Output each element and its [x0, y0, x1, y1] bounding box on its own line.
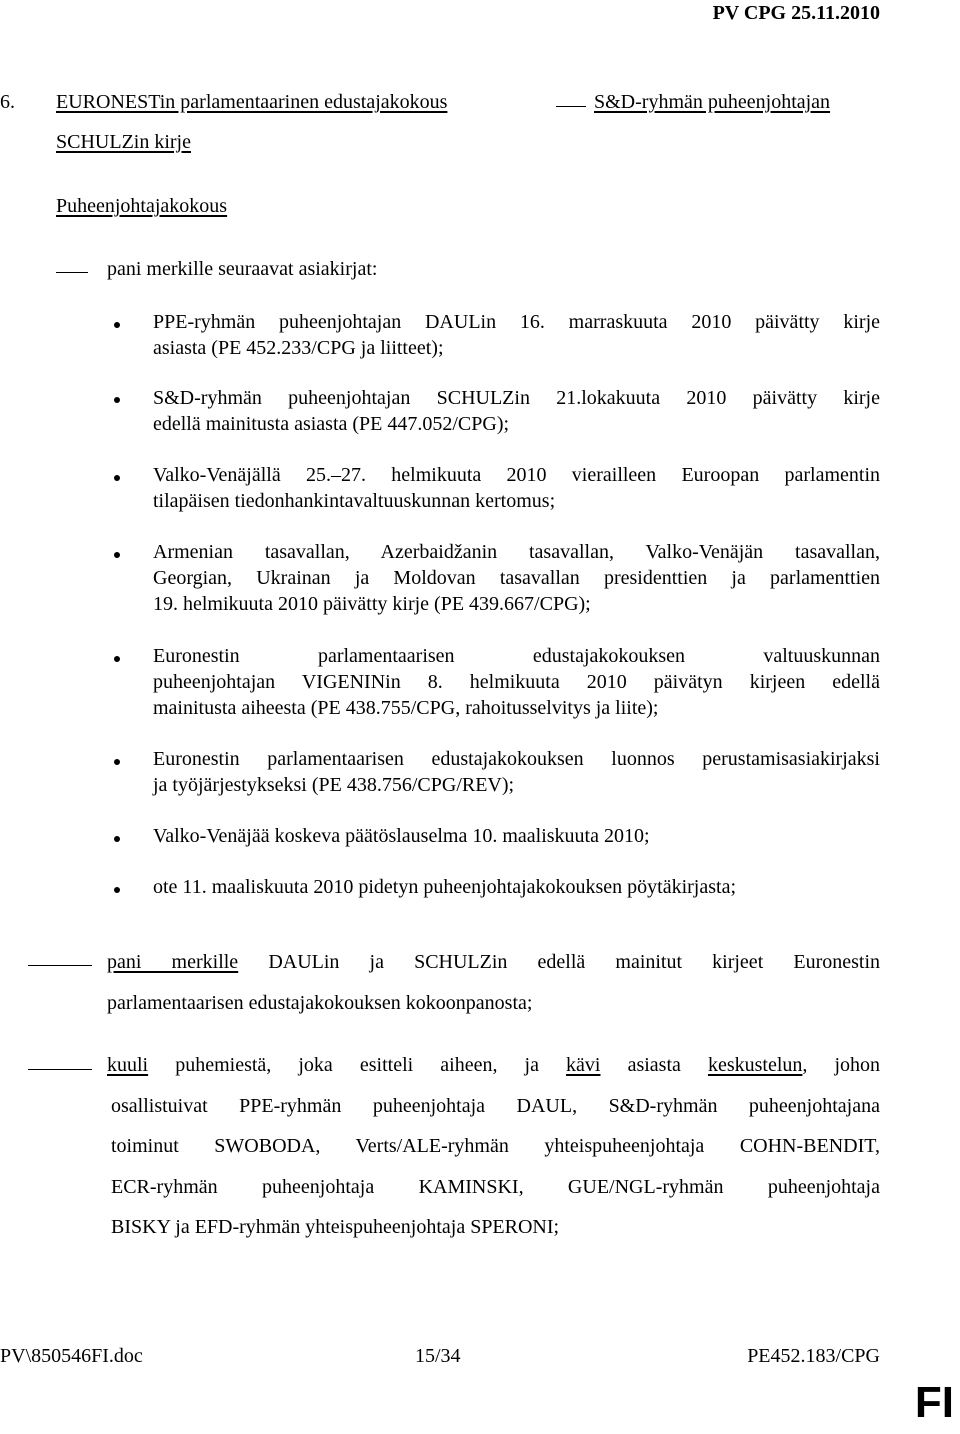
doc-2-line-2: edellä mainitusta asiasta (PE 447.052/CPG); — [153, 413, 510, 435]
doc-5-line-1: Euronestin parlamentaarisen edustajakokouksen valtuuskunnan — [153, 645, 880, 667]
heard-line-5: BISKY ja EFD-ryhmän yhteispuheenjohtaja SPERONI; — [111, 1216, 560, 1238]
item-number: 6. — [0, 91, 15, 113]
heard-line-3: toiminut SWOBODA, Verts/ALE-ryhmän yhteispuheenjohtaja COHN-BENDIT, — [111, 1135, 880, 1157]
heard-verb-2: kävi — [566, 1054, 601, 1076]
doc-3-line-1: Valko-Venäjällä 25.–27. helmikuuta 2010 vierailleen Euroopan parlamentin — [153, 464, 880, 486]
noted-dash — [56, 272, 88, 273]
item-title-part2: S&D-ryhmän puheenjohtajan — [594, 91, 831, 113]
heard-line-4: ECR-ryhmän puheenjohtaja KAMINSKI, GUE/NGL-ryhmän puheenjohtaja — [111, 1176, 880, 1198]
bullet-dot — [114, 759, 120, 765]
noted-letters-dash — [28, 965, 92, 966]
heard-verb-1: kuuli — [107, 1054, 149, 1076]
doc-6-line-2: ja työjärjestykseksi (PE 438.756/CPG/REV); — [153, 774, 515, 796]
doc-2-line-1: S&D-ryhmän puheenjohtajan SCHULZin 21.lokakuuta 2010 päivätty kirje — [153, 387, 880, 409]
doc-3-line-2: tilapäisen tiedonhankintavaltuuskunnan kertomus; — [153, 490, 556, 512]
bullet-dot — [114, 656, 120, 662]
bullet-dot — [114, 322, 120, 328]
doc-6-line-1: Euronestin parlamentaarisen edustajakokouksen luonnos perustamisasiakirjaksi — [153, 748, 880, 770]
heard-text-1: puhemiestä, joka esitteli aiheen, ja — [175, 1054, 539, 1076]
doc-8-line-1: ote 11. maaliskuuta 2010 pidetyn puheenjohtajakokouksen pöytäkirjasta; — [153, 876, 737, 898]
heard-line-2: osallistuivat PPE-ryhmän puheenjohtaja DAUL, S&D-ryhmän puheenjohtajana — [111, 1095, 880, 1117]
footer-pe-ref: PE452.183/CPG — [747, 1345, 880, 1367]
doc-1-line-1: PPE-ryhmän puheenjohtajan DAULin 16. marraskuuta 2010 päivätty kirje — [153, 311, 880, 333]
footer-language-code: FI — [914, 1378, 954, 1427]
heard-dash — [28, 1069, 92, 1070]
doc-1-line-2: asiasta (PE 452.233/CPG ja liitteet); — [153, 337, 444, 359]
heard-line-1 — [107, 1054, 880, 1077]
bullet-dot — [114, 475, 120, 481]
doc-5-line-2: puheenjohtajan VIGENINin 8. helmikuuta 2010 päivätyn kirjeen edellä — [153, 671, 880, 693]
document-header-date: PV CPG 25.11.2010 — [712, 2, 880, 24]
heard-text-2: asiasta — [627, 1054, 681, 1076]
bullet-dot — [114, 836, 120, 842]
noted-intro: pani merkille seuraavat asiakirjat: — [107, 258, 378, 280]
title-dash — [556, 106, 586, 107]
item-title-line2: SCHULZin kirje — [56, 131, 191, 153]
doc-7-line-1: Valko-Venäjää koskeva päätöslauselma 10. maaliskuuta 2010; — [153, 825, 650, 847]
footer-doc-ref: PV\850546FI.doc — [0, 1345, 143, 1367]
bullet-dot — [114, 887, 120, 893]
footer-page-number: 15/34 — [415, 1345, 461, 1367]
body-heading: Puheenjohtajakokous — [56, 195, 228, 217]
noted-letters-line-2: parlamentaarisen edustajakokouksen kokoonpanosta; — [107, 992, 533, 1014]
noted-letters-rest: DAULin ja SCHULZin edellä mainitut kirjeet Euronestin — [268, 951, 881, 973]
item-title-part1: EURONESTin parlamentaarinen edustajakokous — [56, 91, 448, 113]
heard-text-3: , johon — [802, 1054, 881, 1076]
doc-4-line-1: Armenian tasavallan, Azerbaidžanin tasavallan, Valko-Venäjän tasavallan, — [153, 541, 880, 563]
doc-4-line-3: 19. helmikuuta 2010 päivätty kirje (PE 439.667/CPG); — [153, 593, 591, 615]
bullet-dot — [114, 397, 120, 403]
doc-5-line-3: mainitusta aiheesta (PE 438.755/CPG, rahoitusselvitys ja liite); — [153, 697, 659, 719]
heard-verb-3: keskustelun — [707, 1054, 803, 1076]
noted-letters-verb: pani merkille — [107, 951, 239, 973]
noted-letters-line-1 — [107, 951, 880, 974]
doc-4-line-2: Georgian, Ukrainan ja Moldovan tasavallan presidenttien ja parlamenttien — [153, 567, 880, 589]
bullet-dot — [114, 552, 120, 558]
